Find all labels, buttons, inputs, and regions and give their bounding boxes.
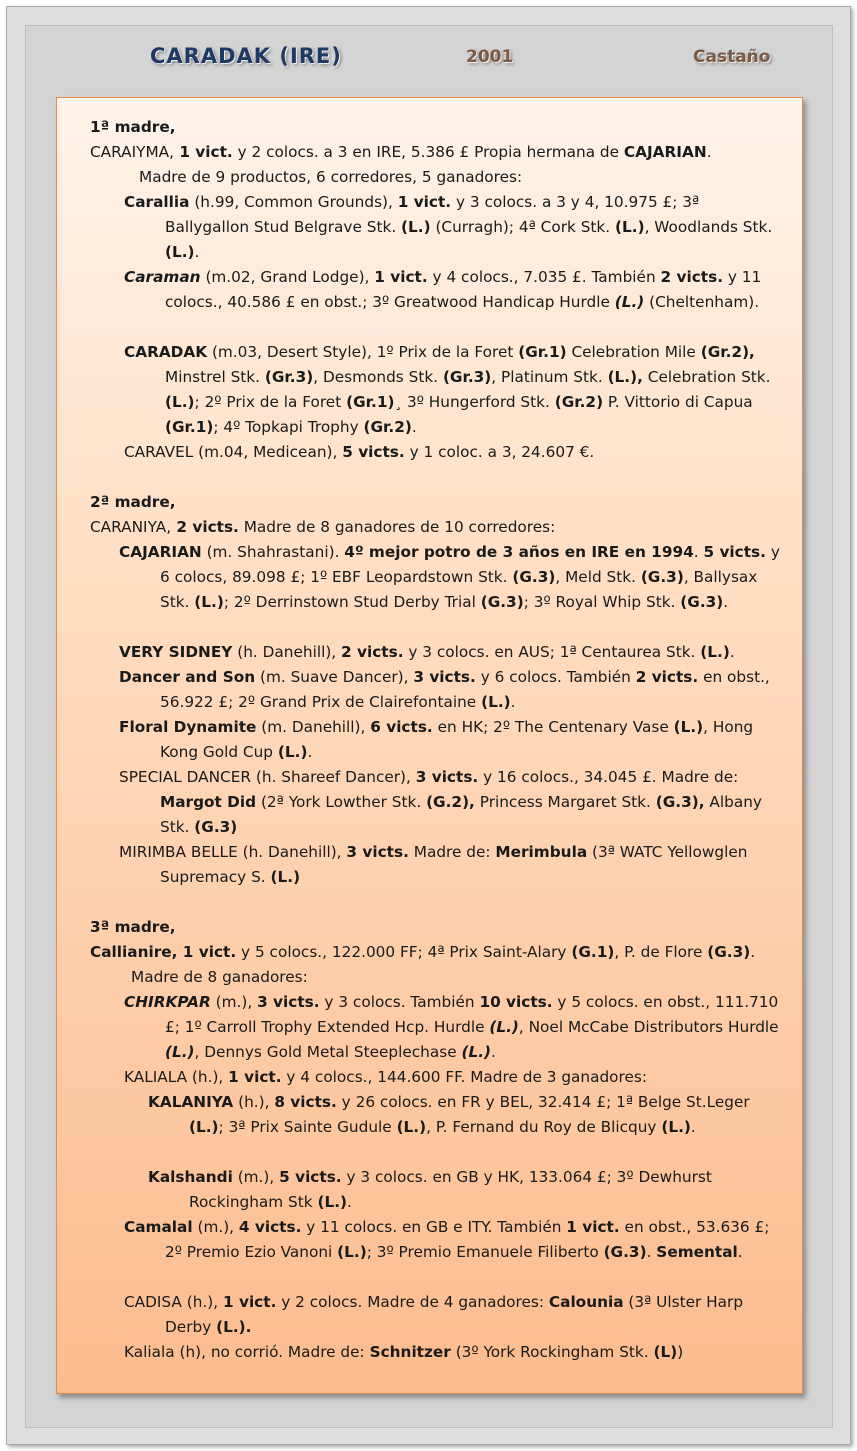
coat-color: Castaño bbox=[693, 47, 771, 67]
offspring-entry: VERY SIDNEY (h. Danehill), 2 victs. y 3 colocs. en AUS; 1ª Centaurea Stk. (L.). bbox=[119, 643, 735, 661]
third-dam-record: Callianire, 1 vict. y 5 colocs., 122.000 FF; 4ª Prix Saint-Alary (G.1), P. de Flore (G.3). Madre de 8 ganadores: bbox=[90, 943, 756, 986]
offspring-entry: CADISA (h.), 1 vict. y 2 colocs. Madre de 4 ganadores: Calounia (3ª Ulster Harp Derby (L.). bbox=[124, 1293, 744, 1336]
offspring-entry: Carallia (h.99, Common Grounds), 1 vict. y 3 colocs. a 3 y 4, 10.975 £; 3ª Ballygallon Stud Belgrave Stk. (L.) (Curragh); 4ª Cork Stk. (L.), Woodlands Stk. (L.). bbox=[124, 193, 773, 261]
offspring-entry: MIRIMBA BELLE (h. Danehill), 3 victs. Madre de: Merimbula (3ª WATC Yellowglen Supremacy S. (L.) bbox=[119, 843, 748, 886]
offspring-entry: CARADAK (m.03, Desert Style), 1º Prix de la Foret (Gr.1) Celebration Mile (Gr.2), Minstrel Stk. (Gr.3), Desmonds Stk. (Gr.3), Platinum Stk. (L.), Celebration Stk. (L.); 2º Prix de la Foret (Gr.1)¸ 3º Hungerford Stk. (Gr.2) P. Vittorio di Capua (Gr.1); 4º Topkapi Trophy (Gr.2). bbox=[124, 343, 771, 436]
offspring-entry: Kaliala (h), no corrió. Madre de: Schnitzer (3º York Rockingham Stk. (L)) bbox=[124, 1343, 684, 1361]
offspring-entry: Floral Dynamite (m. Danehill), 6 victs. en HK; 2º The Centenary Vase (L.), Hong Kong Gold Cup (L.). bbox=[119, 718, 754, 761]
birth-year: 2001 bbox=[466, 47, 514, 67]
grand-offspring-entry: KALANIYA (h.), 8 victs. y 26 colocs. en FR y BEL, 32.414 £; 1ª Belge St.Leger (L.); 3ª Prix Sainte Gudule (L.), P. Fernand du Roy de Blicquy (L.). bbox=[148, 1093, 750, 1136]
grand-offspring-entry: Kalshandi (m.), 5 victs. y 3 colocs. en GB y HK, 133.064 £; 3º Dewhurst Rockingham Stk (L.). bbox=[148, 1168, 712, 1211]
offspring-entry: SPECIAL DANCER (h. Shareef Dancer), 3 victs. y 16 colocs., 34.045 £. Madre de: Margot Did (2ª York Lowther Stk. (G.2), Princess Margaret Stk. (G.3), Albany Stk. (G.3) bbox=[119, 768, 762, 836]
horse-name: CARADAK (IRE) bbox=[150, 44, 342, 68]
pedigree-panel bbox=[56, 97, 803, 1394]
pedigree-text bbox=[57, 98, 802, 1393]
offspring-entry: Dancer and Son (m. Suave Dancer), 3 victs. y 6 colocs. También 2 victs. en obst., 56.922 £; 2º Grand Prix de Clairefontaine (L.). bbox=[119, 668, 770, 711]
offspring-entry: KALIALA (h.), 1 vict. y 4 colocs., 144.600 FF. Madre de 3 ganadores: bbox=[124, 1068, 648, 1086]
offspring-entry: CARAVEL (m.04, Medicean), 5 victs. y 1 coloc. a 3, 24.607 €. bbox=[124, 443, 595, 461]
offspring-entry: Camalal (m.), 4 victs. y 11 colocs. en GB e ITY. También 1 vict. en obst., 53.636 £; 2º Premio Ezio Vanoni (L.); 3º Premio Emanuele Filiberto (G.3). Semental. bbox=[124, 1218, 770, 1261]
first-dam-produce-summary: Madre de 9 productos, 6 corredores, 5 ganadores: bbox=[139, 168, 523, 186]
section-heading-first-dam: 1ª madre, bbox=[90, 118, 176, 136]
second-dam-record: CARANIYA, 2 victs. Madre de 8 ganadores de 10 corredores: bbox=[90, 518, 556, 536]
offspring-entry: CHIRKPAR (m.), 3 victs. y 3 colocs. También 10 victs. y 5 colocs. en obst., 111.710 £; 1º Carroll Trophy Extended Hcp. Hurdle (L.), Noel McCabe Distributors Hurdle (L.), Dennys Gold Metal Steeplechase (L.). bbox=[124, 993, 779, 1061]
first-dam-record: CARAIYMA, 1 vict. y 2 colocs. a 3 en IRE, 5.386 £ Propia hermana de CAJARIAN. bbox=[90, 143, 712, 161]
offspring-entry: CAJARIAN (m. Shahrastani). 4º mejor potro de 3 años en IRE en 1994. 5 victs. y 6 colocs, 89.098 £; 1º EBF Leopardstown Stk. (G.3), Meld Stk. (G.3), Ballysax Stk. (L.); 2º Derrinstown Stud Derby Trial (G.3); 3º Royal Whip Stk. (G.3). bbox=[119, 543, 780, 611]
offspring-entry: Caraman (m.02, Grand Lodge), 1 vict. y 4 colocs., 7.035 £. También 2 victs. y 11 colocs., 40.586 £ en obst.; 3º Greatwood Handicap Hurdle (L.) (Cheltenham). bbox=[124, 268, 762, 311]
section-heading-second-dam: 2ª madre, bbox=[90, 493, 176, 511]
section-heading-third-dam: 3ª madre, bbox=[90, 918, 176, 936]
